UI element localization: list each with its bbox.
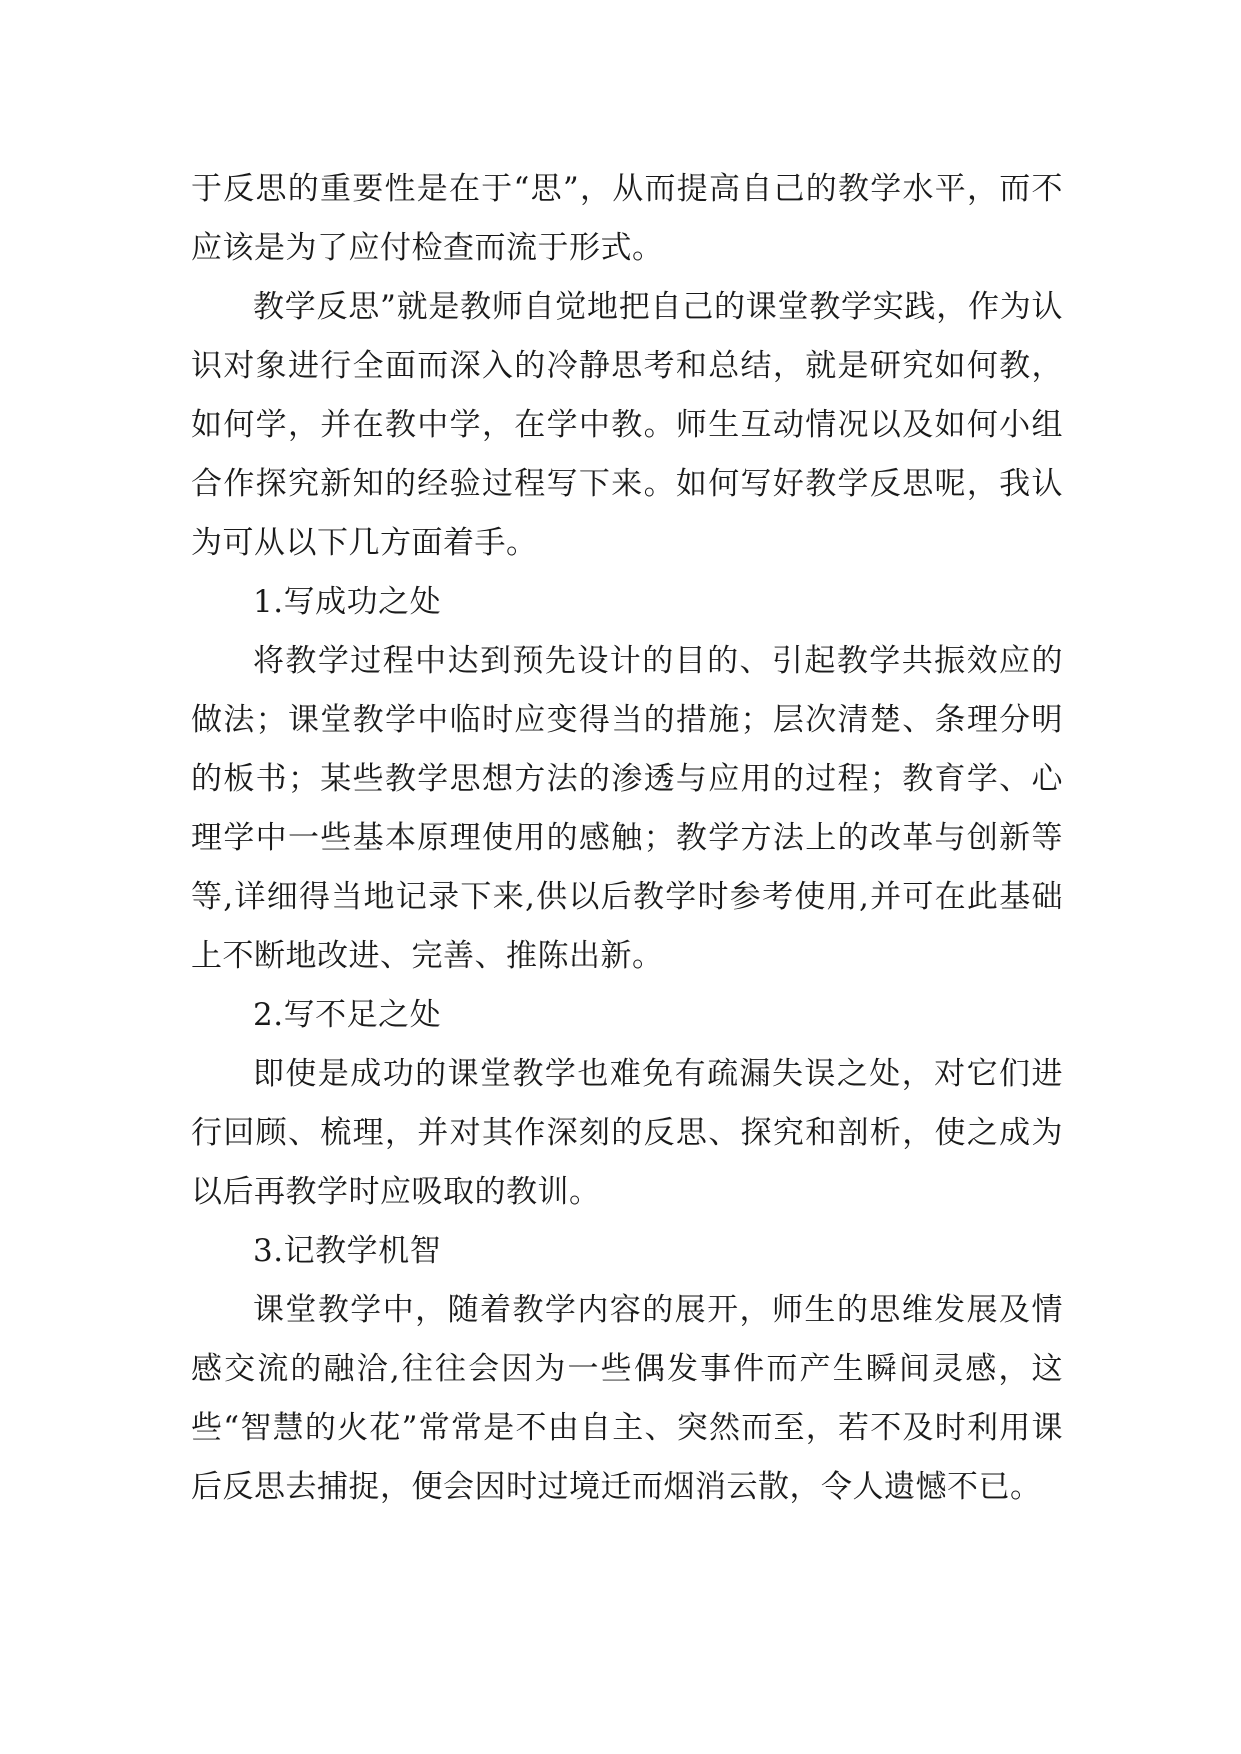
- section-heading-successes: 1.写成功之处: [253, 584, 442, 620]
- paragraph-teaching-wit: 课堂教学中，随着教学内容的展开，师生的思维发展及情感交流的融洽,往往会因为一些偶发事件而产生瞬间灵感，这些“智慧的火花”常常是不由自主、突然而至，若不及时利用课后反思去捕捉，便会因时过境迁而烟消云散，令人遗憾不已。: [191, 1292, 1063, 1505]
- paragraph-successes: 将教学过程中达到预先设计的目的、引起教学共振效应的做法；课堂教学中临时应变得当的措施；层次清楚、条理分明的板书；某些教学思想方法的渗透与应用的过程；教育学、心理学中一些基本原理使用的感触；教学方法上的改革与创新等等,详细得当地记录下来,供以后教学时参考使用,并可在此基础上不断地改进、完善、推陈出新。: [191, 643, 1063, 974]
- paragraph-continued: 于反思的重要性是在于“思”，从而提高自己的教学水平，而不应该是为了应付检查而流于形式。: [191, 171, 1063, 266]
- document-body: [191, 160, 1063, 1517]
- section-heading-shortcomings: 2.写不足之处: [253, 997, 442, 1033]
- section-heading-teaching-wit: 3.记教学机智: [253, 1233, 442, 1269]
- paragraph-shortcomings: 即使是成功的课堂教学也难免有疏漏失误之处，对它们进行回顾、梳理，并对其作深刻的反思、探究和剖析，使之成为以后再教学时应吸取的教训。: [191, 1056, 1063, 1210]
- paragraph-teaching-reflection-definition: 教学反思”就是教师自觉地把自己的课堂教学实践，作为认识对象进行全面而深入的冷静思考和总结，就是研究如何教，如何学，并在教中学，在学中教。师生互动情况以及如何小组合作探究新知的经验过程写下来。如何写好教学反思呢，我认为可从以下几方面着手。: [191, 289, 1063, 561]
